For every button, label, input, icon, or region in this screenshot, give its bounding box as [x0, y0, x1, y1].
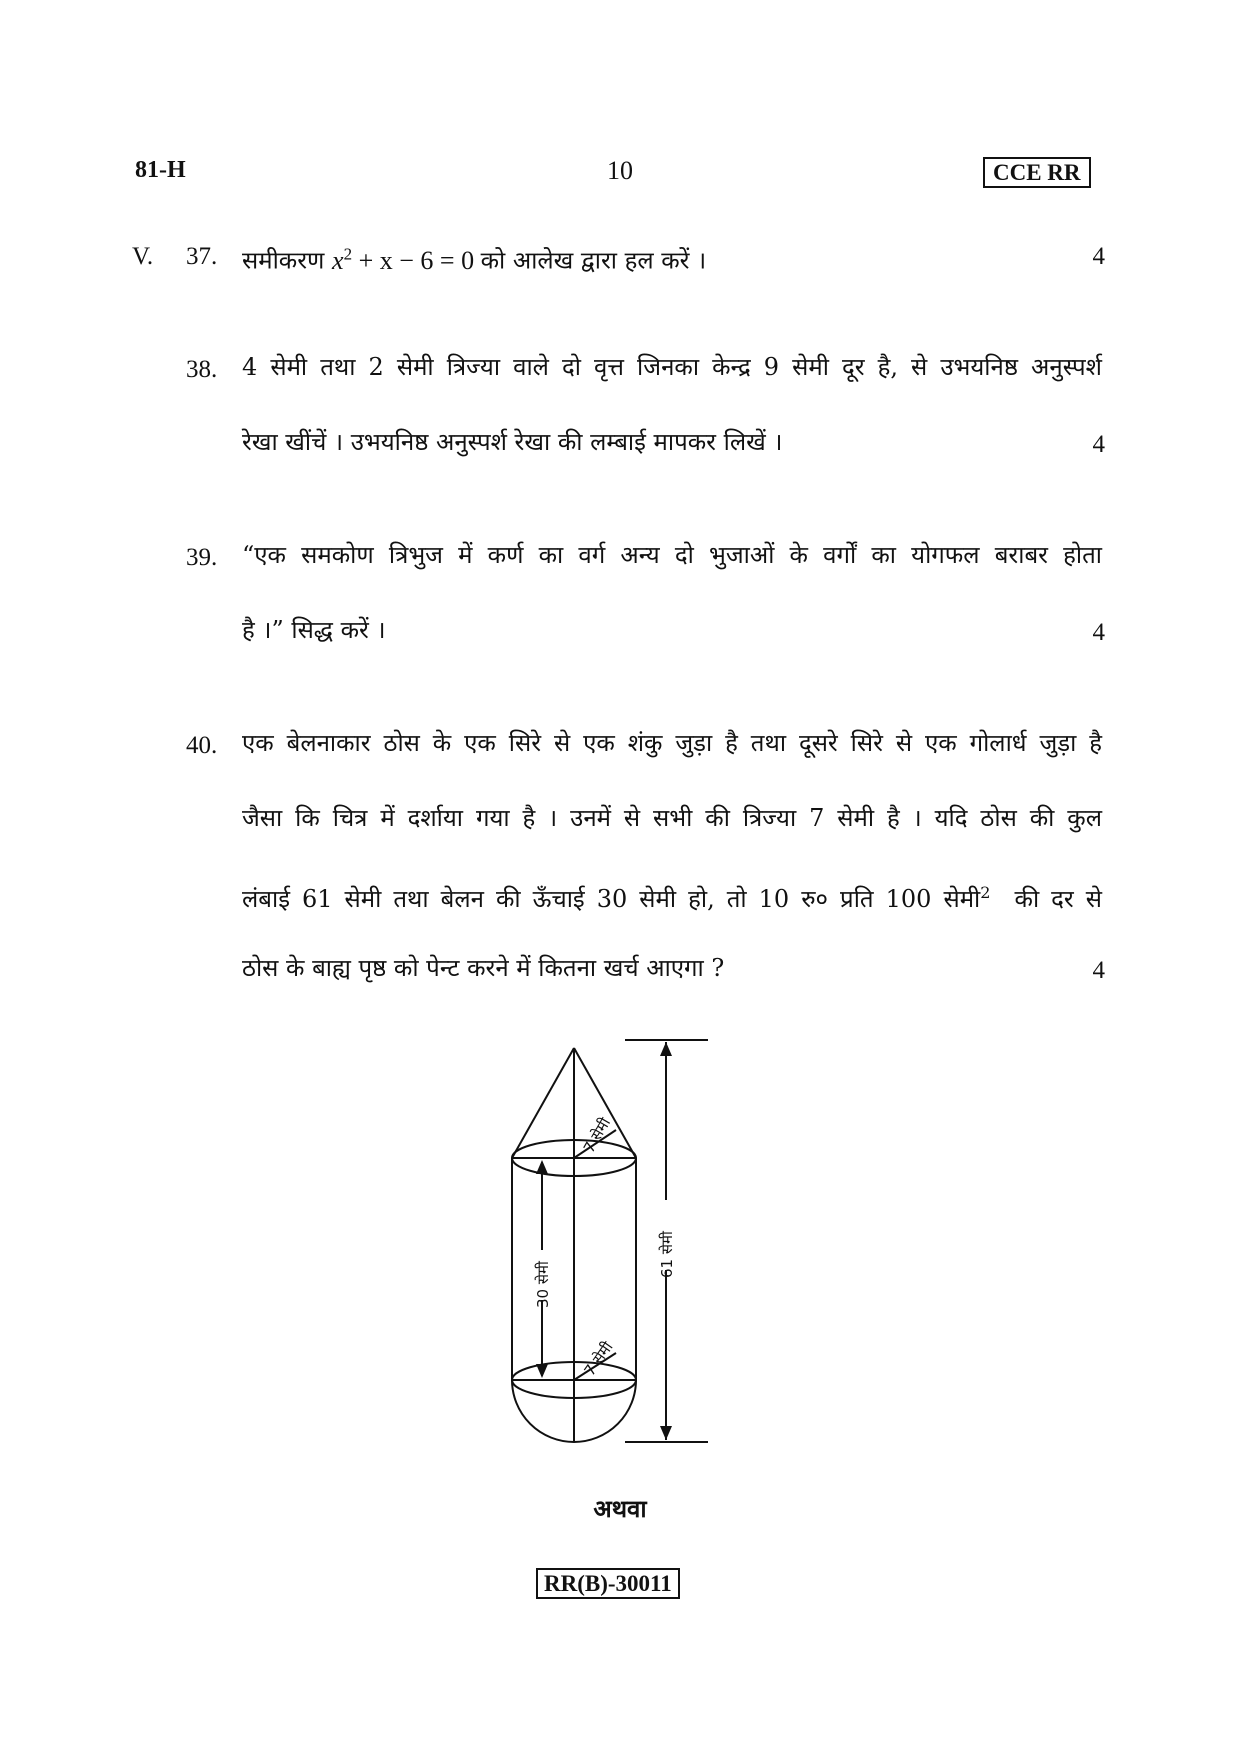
- series-label: CCE RR: [983, 157, 1091, 188]
- superscript-two: 2: [980, 883, 991, 902]
- question-37-number: 37.: [186, 243, 218, 270]
- height-arrowhead-bottom: [536, 1364, 548, 1378]
- paper-code: 81-H: [135, 157, 186, 183]
- question-37-text: [242, 240, 1102, 275]
- or-text: अथवा: [593, 1494, 647, 1523]
- page-number: 10: [607, 156, 633, 185]
- length-arrowhead-top: [660, 1042, 672, 1056]
- total-length-label: 61 सेमी: [658, 1231, 676, 1278]
- question-40-line-4: ठोस के बाह्य पृष्ठ को पेन्ट करने में कितना खर्च आएगा ?: [242, 954, 725, 982]
- radius-label-top: 7 सेमी: [579, 1114, 615, 1156]
- question-39-line-1: “एक समकोण त्रिभुज में कर्ण का वर्ग अन्य दो भुजाओं के वर्गों का योगफल बराबर होता: [242, 541, 1102, 569]
- question-38-line-1: 4 सेमी तथा 2 सेमी त्रिज्या वाले दो वृत्त जिनका केन्द्र 9 सेमी दूर है, से उभयनिष्ठ अनुस्पर्श: [242, 353, 1102, 381]
- question-39-marks: 4: [1092, 619, 1105, 646]
- question-37-equation: $x^2 + x - 6 = 0$: [332, 244, 475, 275]
- length-arrowhead-bottom: [660, 1426, 672, 1440]
- question-39-number: 39.: [186, 544, 218, 571]
- radius-label-bottom: 7 सेमी: [580, 1338, 617, 1380]
- question-paper-code: RR(B)-30011: [536, 1568, 680, 1599]
- section-number: V.: [132, 243, 154, 270]
- question-39-line-2: है ।” सिद्ध करें ।: [242, 616, 386, 644]
- question-40-line-1: एक बेलनाकार ठोस के एक सिरे से एक शंकु जुड़ा है तथा दूसरे सिरे से एक गोलार्ध जुड़ा है: [242, 729, 1102, 757]
- question-37-tail: को आलेख द्वारा हल करें ।: [480, 246, 707, 275]
- question-38-marks: 4: [1092, 431, 1105, 458]
- question-40-line-2: जैसा कि चित्र में दर्शाया गया है । उनमें से सभी की त्रिज्या 7 सेमी है । यदि ठोस की कुल: [242, 804, 1102, 832]
- question-40-number: 40.: [186, 732, 218, 759]
- question-37-marks: 4: [1092, 243, 1105, 270]
- height-arrowhead-top: [536, 1160, 548, 1174]
- solid-figure: [470, 1030, 810, 1470]
- question-38-line-2: रेखा खींचें । उभयनिष्ठ अनुस्पर्श रेखा की लम्बाई मापकर लिखें ।: [242, 428, 783, 456]
- question-40-marks: 4: [1092, 957, 1105, 984]
- question-37-lead: समीकरण: [242, 246, 325, 275]
- cylinder-height-label: 30 सेमी: [534, 1261, 552, 1308]
- question-40-line-3: लंबाई 61 सेमी तथा बेलन की ऊँचाई 30 सेमी हो, तो 10 रु० प्रति 100 सेमी$^2$ की दर से: [242, 883, 1102, 913]
- question-38-number: 38.: [186, 356, 218, 383]
